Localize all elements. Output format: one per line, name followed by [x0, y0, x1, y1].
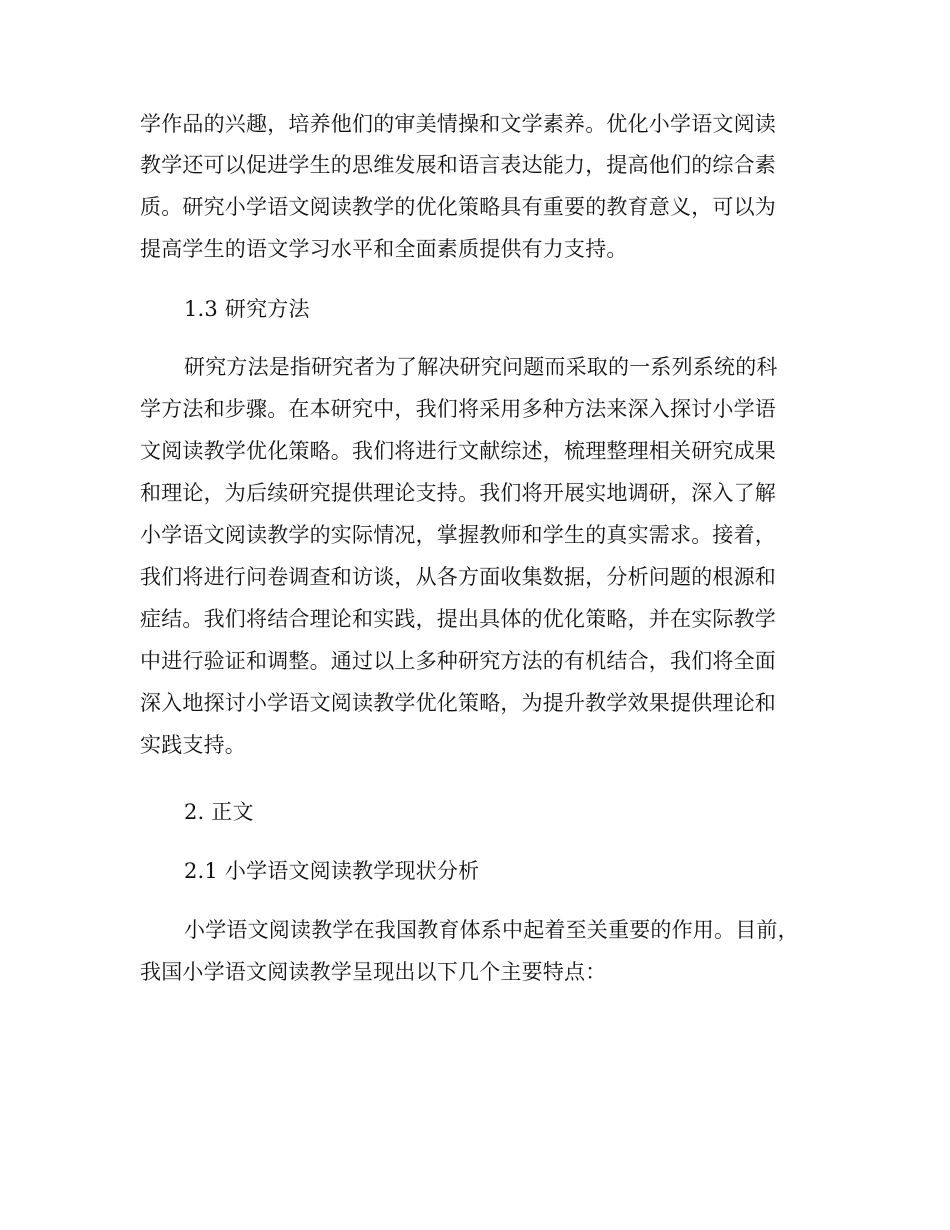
paragraph-line: 教学还可以促进学生的思维发展和语言表达能力，提高他们的综合素 [140, 153, 776, 177]
paragraph-line: 文阅读教学优化策略。我们将进行文献综述，梳理整理相关研究成果 [140, 439, 776, 463]
paragraph-line: 深入地探讨小学语文阅读教学优化策略，为提升教学效果提供理论和 [140, 691, 776, 715]
paragraph-line: 我们将进行问卷调查和访谈，从各方面收集数据，分析问题的根源和 [140, 565, 776, 589]
paragraph-line: 中进行验证和调整。通过以上多种研究方法的有机结合，我们将全面 [140, 649, 776, 673]
section-heading-1-3: 1.3 研究方法 [184, 297, 310, 321]
paragraph-line: 小学语文阅读教学在我国教育体系中起着至关重要的作用。目前， [184, 918, 799, 942]
paragraph-line: 实践支持。 [140, 733, 246, 757]
section-heading-2: 2. 正文 [184, 800, 254, 824]
paragraph-line: 学作品的兴趣，培养他们的审美情操和文学素养。优化小学语文阅读 [140, 112, 776, 136]
paragraph-line: 小学语文阅读教学的实际情况，掌握教师和学生的真实需求。接着， [140, 523, 776, 547]
paragraph-line: 我国小学语文阅读教学呈现出以下几个主要特点： [140, 960, 607, 984]
paragraph-line: 和理论，为后续研究提供理论支持。我们将开展实地调研，深入了解 [140, 481, 776, 505]
section-heading-2-1: 2.1 小学语文阅读教学现状分析 [184, 859, 480, 883]
paragraph-line: 提高学生的语文学习水平和全面素质提供有力支持。 [140, 237, 628, 261]
paragraph-line: 学方法和步骤。在本研究中，我们将采用多种方法来深入探讨小学语 [140, 397, 776, 421]
paragraph-line: 研究方法是指研究者为了解决研究问题而采取的一系列系统的科 [184, 355, 778, 379]
paragraph-line: 质。研究小学语文阅读教学的优化策略具有重要的教育意义，可以为 [140, 195, 776, 219]
paragraph-line: 症结。我们将结合理论和实践，提出具体的优化策略，并在实际教学 [140, 607, 776, 631]
